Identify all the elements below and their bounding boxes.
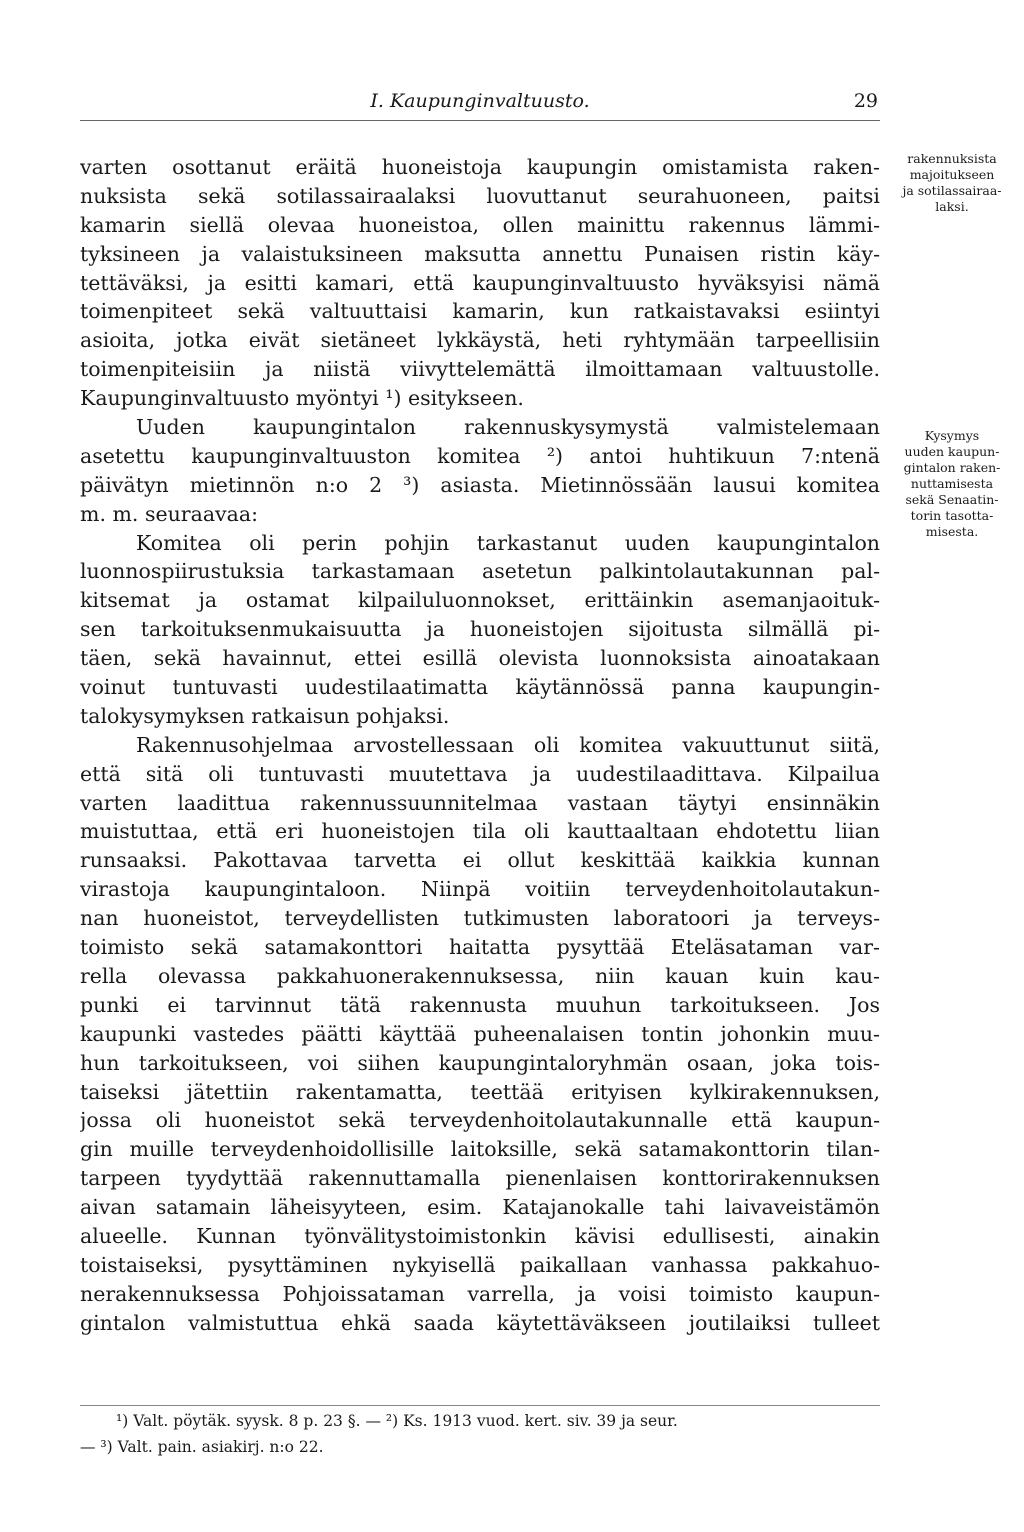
- margin-note-line: gintalon raken-: [903, 460, 1001, 475]
- margin-note-line: torin tasotta-: [910, 508, 994, 523]
- footnote-line: — ³) Valt. pain. asiakirj. n:o 22.: [80, 1438, 324, 1456]
- text-line: kaupunki vastedes päätti käyttää puheenalaisen tontin johonkin muu-: [80, 1021, 880, 1046]
- text-line: tyksineen ja valaistuksineen maksutta annettu Punaisen ristin käy-: [80, 241, 880, 266]
- text-line: muistuttaa, että eri huoneistojen tila oli kauttaaltaan ehdotettu liian: [80, 819, 880, 844]
- text-line: toimisto sekä satamakonttori haitatta pysyttää Eteläsataman var-: [80, 935, 880, 960]
- margin-note-line: majoitukseen: [909, 167, 995, 182]
- text-line: punki ei tarvinnut tätä rakennusta muuhun tarkoitukseen. Jos: [80, 992, 880, 1017]
- text-line: sen tarkoituksenmukaisuutta ja huoneistojen sijoitusta silmällä pi-: [80, 617, 880, 642]
- text-line: asioita, jotka eivät sietäneet lykkäystä, heti ryhtymään tarpeellisiin: [80, 328, 880, 353]
- text-line: Komitea oli perin pohjin tarkastanut uuden kaupungintalon: [136, 530, 880, 555]
- footnotes: [80, 1405, 880, 1460]
- text-line: varten osottanut eräitä huoneistoja kaupungin omistamista raken-: [80, 155, 880, 179]
- running-title: I. Kaupunginvaltuusto.: [370, 90, 590, 112]
- text-line: Kaupunginvaltuusto myöntyi ¹) esitykseen.: [80, 386, 524, 411]
- text-line: alueelle. Kunnan työnvälitystoimistonkin kävisi edullisesti, ainakin: [80, 1223, 880, 1248]
- margin-note-housing: [882, 151, 1022, 215]
- page-number: 29: [853, 90, 878, 112]
- text-line: hun tarkoitukseen, voi siihen kaupungintaloryhmän osaan, joka tois-: [80, 1050, 880, 1075]
- text-line: nuksista sekä sotilassairaalaksi luovuttanut seurahuoneen, paitsi: [80, 183, 880, 208]
- margin-note-line: rakennuksista: [907, 151, 997, 166]
- text-line: runsaaksi. Pakottavaa tarvetta ei ollut keskittää kaikkia kunnan: [80, 848, 880, 873]
- header-rule: [80, 120, 880, 121]
- footnote-line: ¹) Valt. pöytäk. syysk. 8 p. 23 §. — ²) Ks. 1913 vuod. kert. siv. 39 ja seur.: [116, 1412, 678, 1430]
- text-line: taiseksi jätettiin rakentamatta, teettää erityisen kylkirakennuksen,: [80, 1079, 880, 1104]
- text-line: aivan satamain läheisyyteen, esim. Katajanokalle tahi laivaveistämön: [80, 1195, 880, 1220]
- margin-note-line: nuttamisesta: [910, 476, 994, 491]
- margin-note-line: Kysymys: [924, 428, 980, 443]
- text-line: voinut tuntuvasti uudestilaatimatta käytännössä panna kaupungin-: [80, 675, 880, 700]
- margin-note-city-hall: [882, 428, 1022, 540]
- text-line: täen, sekä havainnut, ettei esillä olevista luonnoksista ainoatakaan: [80, 646, 880, 671]
- text-line: luonnospiirustuksia tarkastamaan asetetun palkintolautakunnan pal-: [80, 559, 880, 584]
- text-line: asetettu kaupunginvaltuuston komitea ²) antoi huhtikuun 7:ntenä: [80, 443, 880, 468]
- text-line: tarpeen tyydyttää rakennuttamalla pienenlaisen konttorirakennuksen: [80, 1166, 880, 1191]
- margin-note-line: misesta.: [925, 524, 979, 539]
- text-line: gin muille terveydenhoidollisille laitoksille, sekä satamakonttorin tilan-: [80, 1137, 880, 1162]
- text-line: Uuden kaupungintalon rakennuskysymystä valmistelemaan: [136, 415, 880, 440]
- margin-note-line: ja sotilassairaa-: [902, 183, 1002, 198]
- text-line: m. m. seuraavaa:: [80, 501, 258, 526]
- text-line: toimenpiteet sekä valtuuttaisi kamarin, kun ratkaistavaksi esiintyi: [80, 299, 880, 324]
- text-line: toistaiseksi, pysyttäminen nykyisellä paikallaan vanhassa pakkahuo-: [80, 1252, 880, 1277]
- text-line: talokysymyksen ratkaisun pohjaksi.: [80, 703, 450, 728]
- text-line: gintalon valmistuttua ehkä saada käytettäväkseen joutilaiksi tulleet: [80, 1310, 880, 1335]
- text-line: nerakennuksessa Pohjoissataman varrella, ja voisi toimisto kaupun-: [80, 1281, 880, 1306]
- text-line: varten laadittua rakennussuunnitelmaa vastaan täytyi ensinnäkin: [80, 790, 880, 815]
- text-line: toimenpiteisiin ja niistä viivyttelemättä ilmoittamaan valtuustolle.: [80, 357, 880, 382]
- margin-note-line: sekä Senaatin-: [905, 492, 999, 507]
- margin-note-line: uuden kaupun-: [904, 444, 1000, 459]
- running-header: [80, 90, 880, 122]
- text-line: kitsemat ja ostamat kilpailuluonnokset, erittäinkin asemanjaoituk-: [80, 588, 880, 613]
- text-line: rella olevassa pakkahuonerakennuksessa, niin kauan kuin kau-: [80, 963, 880, 988]
- text-line: nan huoneistot, terveydellisten tutkimusten laboratoori ja terveys-: [80, 906, 880, 931]
- text-line: kamarin siellä olevaa huoneistoa, ollen mainittu rakennus lämmi-: [80, 212, 880, 237]
- text-line: että sitä oli tuntuvasti muutettava ja uudestilaadittava. Kilpailua: [80, 761, 880, 786]
- text-line: päivätyn mietinnön n:o 2 ³) asiasta. Mietinnössään lausui komitea: [80, 472, 880, 497]
- text-line: Rakennusohjelmaa arvostellessaan oli komitea vakuuttunut siitä,: [136, 732, 880, 757]
- main-text: [80, 153, 880, 1338]
- margin-note-line: laksi.: [935, 199, 969, 214]
- text-line: virastoja kaupungintaloon. Niinpä voitiin terveydenhoitolautakun-: [80, 877, 880, 902]
- text-line: jossa oli huoneistot sekä terveydenhoitolautakunnalle että kaupun-: [80, 1108, 880, 1133]
- text-line: tettäväksi, ja esitti kamari, että kaupunginvaltuusto hyväksyisi nämä: [80, 270, 880, 295]
